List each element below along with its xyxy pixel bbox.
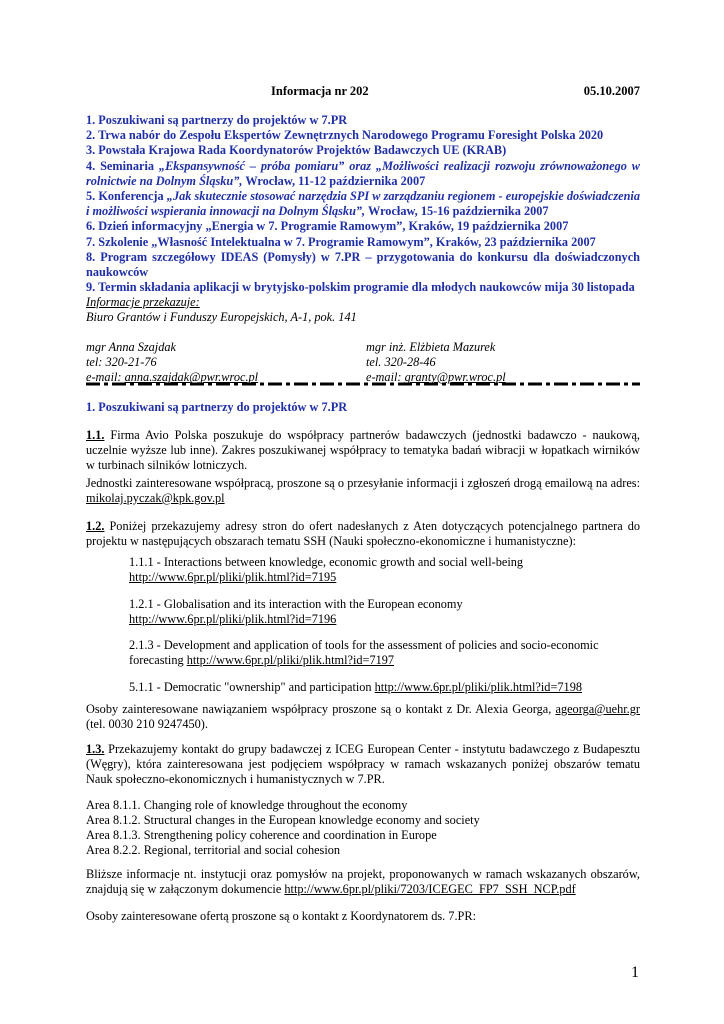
section-heading: 1. Poszukiwani są partnerzy do projektów w 7.PR [86,400,348,414]
contact-office [86,295,640,325]
toc-item: 9. Termin składania aplikacji w brytyjsko-polskim programie dla młodych naukowców mija 30 listopada [86,280,635,295]
url-link[interactable]: http://www.6pr.pl/pliki/plik.html?id=7197 [186,653,395,667]
paragraph-1-2b: Osoby zainteresowane nawiązaniem współpracy proszone są o kontakt z Dr. Alexia Georga, ageorga@uehr.gr (tel. 0030 210 9247450). [86,702,640,731]
list-item: Area 8.1.3. Strengthening policy coherence and coordination in Europe [86,828,437,842]
areas-list [86,798,640,858]
paragraph-1-3: 1.3. Przekazujemy kontakt do grupy badawczej z ICEG European Center - instytutu badawczego z Budapesztu (Węgry), która zainteresowana jest podjęciem współpracy w ramach wskazanych poniżej obszarów tematu Nauk społeczno-ekonomicznych i humanistycznych w 7.PR. [86,742,640,786]
separator-line [86,382,640,386]
link-item: 1.2.1 - Globalisation and its interaction with the European economy http://www.6pr.pl/pliki/plik.html?id=7196 [129,597,640,627]
contact-name: mgr inż. Elżbieta Mazurek [366,340,496,354]
email-link[interactable]: granty@pwr.wroc.pl [404,370,506,384]
link-item: 1.1.1 - Interactions between knowledge, economic growth and social well-being http://www.6pr.pl/pliki/plik.html?id=7195 [129,555,640,585]
contact-name: mgr Anna Szajdak [86,340,176,354]
toc-item: 6. Dzień informacyjny „Energia w 7. Programie Ramowym”, Kraków, 19 października 2007 [86,219,569,234]
email-link[interactable]: ageorga@uehr.gr [555,702,640,716]
contact-right: mgr inż. Elżbieta Mazurek tel. 320-28-46 e-mail: granty@pwr.wroc.pl [366,340,640,385]
toc-item: 3. Powstała Krajowa Rada Koordynatorów Projektów Badawczych UE (KRAB) [86,143,507,158]
url-link[interactable]: http://www.6pr.pl/pliki/plik.html?id=7196 [129,612,337,626]
link-item: 2.1.3 - Development and application of tools for the assessment of policies and socio-economic forecasting http://www.6pr.pl/pliki/plik.html?id=7197 [129,638,599,667]
list-item: Area 8.2.2. Regional, territorial and social cohesion [86,843,341,857]
paragraph-1-3b: Bliższe informacje nt. instytucji oraz pomysłów na projekt, proponowanych w ramach wskazanych obszarów, znajdują się w załączonym dokumencie http://www.6pr.pl/pliki/7203/ICEGEC_FP7_SSH_NCP.pdf [86,867,640,896]
email-link[interactable]: anna.szajdak@pwr.wroc.pl [124,370,259,384]
contact-tel: tel. 320-28-46 [366,355,436,369]
header-date: 05.10.2007 [583,84,640,98]
table-of-contents [86,113,640,295]
toc-item: 2. Trwa nabór do Zespołu Ekspertów Zewnętrznych Narodowego Programu Foresight Polska 2020 [86,128,604,143]
url-link[interactable]: http://www.6pr.pl/pliki/plik.html?id=7195 [129,570,337,584]
paragraph-1-1b: Jednostki zainteresowane współpracą, proszone są o przesyłanie informacji i zgłoszeń drogą emailową na adres: mikolaj.pyczak@kpk.gov.pl [86,476,640,505]
paragraph-1-1: 1.1. Firma Avio Polska poszukuje do współpracy partnerów badawczych (jednostki badawczo - naukową, uczelnie wyższe lub inne). Zakres poszukiwanej współpracy to tematyka badań wibracji w łopatkach wirników w turbinach silników lotniczych. [86,428,640,472]
contact-label: Informacje przekazuje: [86,295,200,309]
url-link[interactable]: http://www.6pr.pl/pliki/7203/ICEGEC_FP7_SSH_NCP.pdf [284,882,576,896]
list-item: Area 8.1.2. Structural changes in the European knowledge economy and society [86,813,480,827]
email-link[interactable]: mikolaj.pyczak@kpk.gov.pl [86,491,225,505]
paragraph-1-2: 1.2. Poniżej przekazujemy adresy stron do ofert nadesłanych z Aten dotyczących potencjalnego partnera do projektu w następujących obszarach tematu SSH (Nauki społeczno-ekonomiczne i humanistyczne): [86,519,640,548]
header-title: Informacja nr 202 [271,84,369,98]
list-item: Area 8.1.1. Changing role of knowledge throughout the economy [86,798,408,812]
link-item: 5.1.1 - Democratic "ownership" and participation http://www.6pr.pl/pliki/plik.html?id=7198 [129,680,582,694]
contact-office-name: Biuro Grantów i Funduszy Europejskich, A-1, pok. 141 [86,310,357,324]
toc-item: 4. Seminaria „Ekspansywność – próba pomiaru” oraz „Możliwości realizacji rozwoju zrównoważonego w rolnictwie na Dolnym Śląsku”, Wrocław, 11-12 października 2007 [86,158,640,188]
page-number: 1 [631,964,639,981]
toc-item: 7. Szkolenie „Własność Intelektualna w 7. Programie Ramowym”, Kraków, 23 października 2007 [86,234,596,249]
contact-tel: tel: 320-21-76 [86,355,157,369]
url-link[interactable]: http://www.6pr.pl/pliki/plik.html?id=7198 [374,680,582,694]
toc-item: 5. Konferencja „Jak skutecznie stosować narzędzia SPI w zarządzaniu regionem - europejskie doświadczenia i możliwości wspierania innowacji na Dolnym Śląsku”, Wrocław, 15-16 października 2007 [86,189,640,219]
toc-item: 8. Program szczegółowy IDEAS (Pomysły) w 7.PR – przygotowania do konkursu dla doświadczonych naukowców [86,249,640,280]
contact-left: mgr Anna Szajdak tel: 320-21-76 e-mail: anna.szajdak@pwr.wroc.pl [86,340,356,385]
paragraph-1-3c: Osoby zainteresowane ofertą proszone są o kontakt z Koordynatorem ds. 7.PR: [86,909,476,923]
toc-item: 1. Poszukiwani są partnerzy do projektów w 7.PR [86,113,348,127]
